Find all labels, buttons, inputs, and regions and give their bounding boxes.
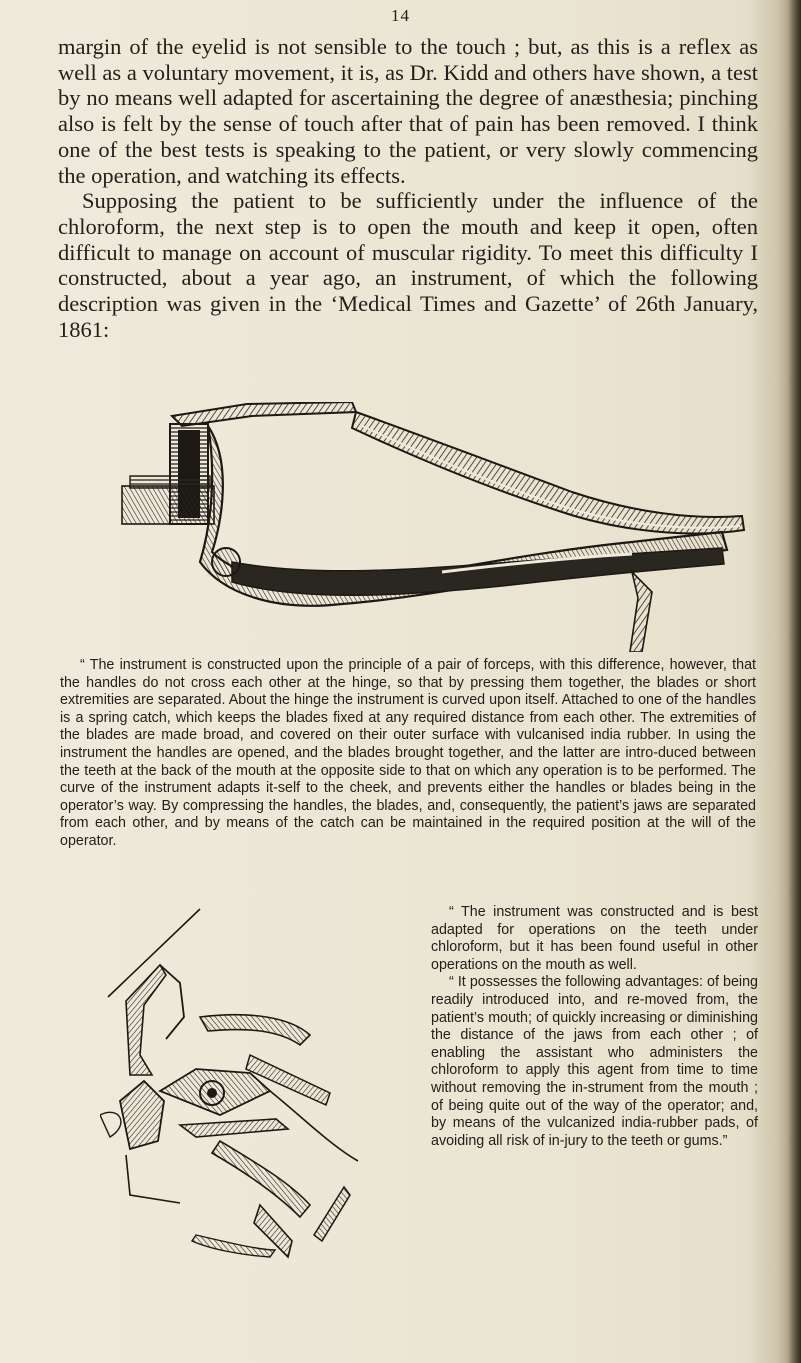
instrument-closed-figure — [112, 402, 752, 652]
body-paragraph-1: margin of the eyelid is not sensible to the touch ; but, as this is a reflex as well as a voluntary movement, it is, as Dr. Kidd and others have shown, a test by no means well adapted for ascertaining the degree of anæsthesia; pinching also is felt by the sense of touch after that of pain has been removed. I think one of the best tests is speaking to the patient, or very slowly commencing the operation, and watching its effects. — [58, 34, 758, 188]
body-paragraph-2: Supposing the patient to be sufficiently under the influence of the chloroform, the next step is to open the mouth and keep it open, often difficult to manage on account of muscular rigidity. To meet this difficulty I constructed, about a year ago, an instrument, of which the following description was given in the ‘Medical Times and Gazette’ of 26th January, 1861: — [58, 188, 758, 342]
quotation-paragraph-1: “ The instrument is constructed upon the principle of a pair of forceps, with this difference, however, that the handles do not cross each other at the hinge, so that by pressing them together, the blades or short extremities are separated. About the hinge the instrument is curved upon itself. Attached to one of the handles is a spring catch, which keeps the blades fixed at any required distance from each other. The extremities of the blades are made broad, and covered on their outer surface with vulcanised india rubber. In using the instrument the handles are opened, and the blades brought together, and the latter are intro-duced between the teeth at the back of the mouth at the opposite side to that on which any operation is to be performed. The curve of the instrument adapts it-self to the cheek, and prevents either the handles or blades being in the operator’s way. By compressing the handles, the blades, and, consequently, the patient’s jaws are separated from each other, and by means of the catch can be maintained in the required position at the will of the operator. — [60, 657, 756, 849]
quotation-paragraph-3: “ It possesses the following advantages: of being readily introduced into, and re-moved from, the patient’s mouth; of quickly increasing or diminishing the distance of the jaws from each other ; of enabling the assistant who administers the chloroform to apply this agent from time to time without removing the in-strument from the mouth ; of being quite out of the way of the operator; and, by means of the vulcanized india-rubber pads, of avoiding all risk of in-jury to the teeth or gums.” — [431, 974, 758, 1149]
body-text — [58, 34, 758, 342]
instrument-open-figure — [100, 905, 375, 1260]
quotation-paragraph-2: “ The instrument was constructed and is best adapted for operations on the teeth under chloroform, but it has been found useful in other operations on the mouth as well. — [431, 904, 758, 973]
page-edge-shadow — [787, 0, 801, 1363]
forceps-side-view-icon — [112, 402, 752, 652]
forceps-open-view-icon — [100, 905, 375, 1260]
quotation-continued — [431, 904, 758, 1150]
quotation-description — [60, 657, 756, 851]
page-number: 14 — [391, 6, 410, 25]
